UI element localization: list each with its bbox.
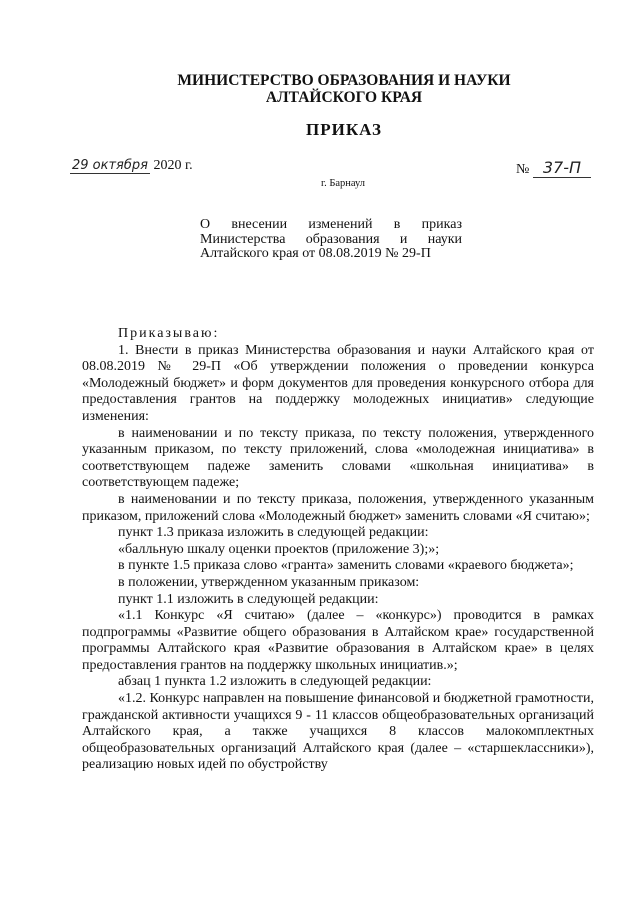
order-word-text: Приказываю:: [118, 326, 220, 341]
doc-type-label: ПРИКАЗ: [306, 120, 382, 139]
ministry-line-1: МИНИСТЕРСТВО ОБРАЗОВАНИЯ И НАУКИ: [177, 72, 511, 89]
order-body: [82, 326, 594, 774]
paragraph: пункт 1.1 изложить в следующей редакции:: [118, 591, 379, 607]
paragraph: абзац 1 пункта 1.2 изложить в следующей редакции:: [118, 674, 432, 690]
order-word: [82, 326, 594, 343]
paragraph: в положении, утвержденном указанным приказом:: [118, 574, 420, 590]
city-label: г. Барнаул: [320, 178, 366, 189]
paragraph: «балльную шкалу оценки проектов (приложение 3);»;: [118, 541, 440, 557]
paragraph: пункт 1.3 приказа изложить в следующей редакции:: [118, 525, 429, 541]
doc-type-title: [0, 120, 640, 140]
paragraph: в наименовании и по тексту приказа, положения, утвержденного указанным приказом, приложений слова «Молодежный бюджет» заменить словами «Я считаю»;: [82, 491, 594, 524]
order-number: [516, 158, 591, 178]
city-line: [0, 178, 640, 189]
number-sign: №: [516, 162, 530, 177]
order-subject: О внесении изменений в приказ Министерства образования и науки Алтайского края от 08.08.2019 № 29-П: [200, 217, 462, 261]
paragraph: в наименовании и по тексту приказа, по тексту положения, утвержденного указанным приказом, по тексту приложений, слова «молодежная инициатива» в соответствующем падеже заменить словами «школьная инициатива» в соответствующем падеже;: [82, 425, 594, 491]
paragraph: «1.1 Конкурс «Я считаю» (далее – «конкурс») проводится в рамках подпрограммы «Развитие общего образования в Алтайском крае» государственной программы Алтайского края «Развитие образования в Алтайском крае» в целях предоставления грантов на поддержку школьных инициатив.»;: [82, 608, 594, 673]
handwritten-date: 29 октября: [72, 158, 148, 173]
handwritten-number: 37-П: [533, 158, 591, 178]
ministry-header: [0, 72, 640, 106]
paragraph: в пункте 1.5 приказа слово «гранта» заменить словами «краевого бюджета»;: [118, 558, 574, 574]
order-date: [70, 158, 193, 174]
order-year: 2020 г.: [153, 158, 193, 173]
ministry-line-2: АЛТАЙСКОГО КРАЯ: [265, 89, 423, 106]
paragraph: «1.2. Конкурс направлен на повышение финансовой и бюджетной грамотности, гражданской активности учащихся 9 - 11 классов общеобразовательных организаций Алтайского края, а также учащихся 8 классов малокомплектных общеобразовательных организаций Алтайского края (далее – «старшеклассники»), реализацию новых идей по обустройству: [82, 691, 594, 773]
paragraph: 1. Внести в приказ Министерства образования и науки Алтайского края от 08.08.2019 № 29-П «Об утверждении положения о проведении конкурса «Молодежный бюджет» и форм документов для проведения конкурсного отбора для предоставления грантов на поддержку молодежных инициатив» следующие изменения:: [82, 342, 594, 424]
